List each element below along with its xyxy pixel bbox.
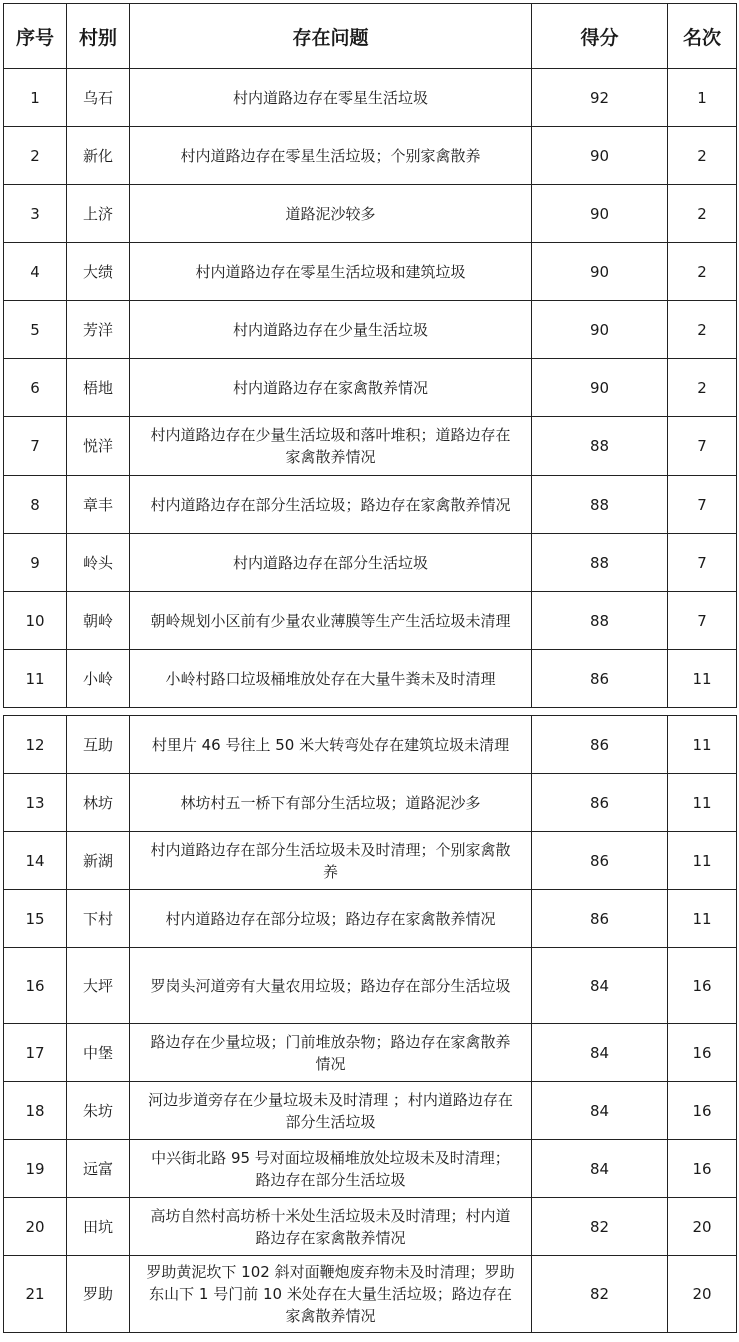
cell-score: 86 — [532, 650, 668, 708]
cell-rank: 7 — [668, 417, 737, 476]
cell-rank: 16 — [668, 1140, 737, 1198]
cell-no: 8 — [4, 476, 67, 534]
cell-score: 86 — [532, 890, 668, 948]
cell-score: 86 — [532, 832, 668, 890]
cell-issue: 朝岭规划小区前有少量农业薄膜等生产生活垃圾未清理 — [130, 592, 532, 650]
table-row — [4, 127, 737, 185]
table-row — [4, 1024, 737, 1082]
cell-no: 18 — [4, 1082, 67, 1140]
cell-score: 90 — [532, 359, 668, 417]
table-row — [4, 359, 737, 417]
table-row — [4, 774, 737, 832]
cell-no: 17 — [4, 1024, 67, 1082]
table-row — [4, 948, 737, 1024]
cell-issue: 村内道路边存在少量生活垃圾 — [130, 301, 532, 359]
table-row — [4, 534, 737, 592]
cell-rank: 11 — [668, 832, 737, 890]
cell-village: 大坪 — [67, 948, 130, 1024]
cell-issue: 道路泥沙较多 — [130, 185, 532, 243]
cell-no: 14 — [4, 832, 67, 890]
cell-rank: 16 — [668, 1082, 737, 1140]
table-row — [4, 1256, 737, 1333]
cell-no: 5 — [4, 301, 67, 359]
cell-no: 7 — [4, 417, 67, 476]
cell-score: 88 — [532, 417, 668, 476]
cell-rank: 2 — [668, 243, 737, 301]
table-row — [4, 69, 737, 127]
cell-score: 82 — [532, 1198, 668, 1256]
cell-village: 芳洋 — [67, 301, 130, 359]
cell-issue: 罗助黄泥坎下 102 斜对面鞭炮废弃物未及时清理；罗助东山下 1 号门前 10 米处存在大量生活垃圾；路边存在家禽散养情况 — [130, 1256, 532, 1333]
cell-score: 86 — [532, 716, 668, 774]
table-row — [4, 832, 737, 890]
cell-rank: 11 — [668, 650, 737, 708]
cell-village: 梧地 — [67, 359, 130, 417]
cell-no: 12 — [4, 716, 67, 774]
cell-issue: 村内道路边存在零星生活垃圾 — [130, 69, 532, 127]
cell-issue: 林坊村五一桥下有部分生活垃圾；道路泥沙多 — [130, 774, 532, 832]
cell-no: 11 — [4, 650, 67, 708]
cell-rank: 2 — [668, 185, 737, 243]
cell-village: 大绩 — [67, 243, 130, 301]
ranking-table-part1 — [3, 3, 737, 708]
cell-issue: 村内道路边存在部分生活垃圾未及时清理；个别家禽散养 — [130, 832, 532, 890]
cell-rank: 2 — [668, 127, 737, 185]
cell-village: 乌石 — [67, 69, 130, 127]
table-row — [4, 890, 737, 948]
cell-rank: 20 — [668, 1256, 737, 1333]
cell-no: 4 — [4, 243, 67, 301]
cell-village: 田坑 — [67, 1198, 130, 1256]
cell-village: 悦洋 — [67, 417, 130, 476]
ranking-table-part2 — [3, 715, 737, 1333]
cell-score: 90 — [532, 243, 668, 301]
cell-village: 互助 — [67, 716, 130, 774]
cell-no: 16 — [4, 948, 67, 1024]
table2-body — [4, 716, 737, 1333]
cell-no: 15 — [4, 890, 67, 948]
table-row — [4, 1082, 737, 1140]
cell-village: 岭头 — [67, 534, 130, 592]
cell-no: 9 — [4, 534, 67, 592]
cell-village: 新湖 — [67, 832, 130, 890]
cell-rank: 20 — [668, 1198, 737, 1256]
cell-issue: 村内道路边存在零星生活垃圾和建筑垃圾 — [130, 243, 532, 301]
cell-no: 20 — [4, 1198, 67, 1256]
cell-rank: 7 — [668, 534, 737, 592]
cell-no: 21 — [4, 1256, 67, 1333]
cell-score: 84 — [532, 1082, 668, 1140]
table-row — [4, 1198, 737, 1256]
cell-no: 3 — [4, 185, 67, 243]
cell-issue: 路边存在少量垃圾；门前堆放杂物；路边存在家禽散养情况 — [130, 1024, 532, 1082]
cell-issue: 村内道路边存在部分生活垃圾；路边存在家禽散养情况 — [130, 476, 532, 534]
header-no: 序号 — [4, 4, 67, 69]
table-row — [4, 417, 737, 476]
table-row — [4, 716, 737, 774]
cell-score: 88 — [532, 476, 668, 534]
cell-no: 13 — [4, 774, 67, 832]
cell-issue: 高坊自然村高坊桥十米处生活垃圾未及时清理；村内道路边存在家禽散养情况 — [130, 1198, 532, 1256]
cell-issue: 罗岗头河道旁有大量农用垃圾；路边存在部分生活垃圾 — [130, 948, 532, 1024]
table-row — [4, 243, 737, 301]
cell-issue: 村里片 46 号往上 50 米大转弯处存在建筑垃圾未清理 — [130, 716, 532, 774]
cell-village: 上济 — [67, 185, 130, 243]
cell-rank: 11 — [668, 774, 737, 832]
cell-rank: 11 — [668, 716, 737, 774]
cell-rank: 11 — [668, 890, 737, 948]
cell-no: 10 — [4, 592, 67, 650]
table-row — [4, 650, 737, 708]
cell-village: 章丰 — [67, 476, 130, 534]
cell-no: 19 — [4, 1140, 67, 1198]
cell-issue: 村内道路边存在零星生活垃圾；个别家禽散养 — [130, 127, 532, 185]
table-row — [4, 185, 737, 243]
cell-rank: 16 — [668, 948, 737, 1024]
header-village: 村别 — [67, 4, 130, 69]
header-row — [4, 4, 737, 69]
table-row — [4, 301, 737, 359]
cell-issue: 村内道路边存在家禽散养情况 — [130, 359, 532, 417]
cell-village: 林坊 — [67, 774, 130, 832]
cell-issue: 村内道路边存在部分生活垃圾 — [130, 534, 532, 592]
table-row — [4, 476, 737, 534]
cell-rank: 7 — [668, 592, 737, 650]
cell-score: 88 — [532, 534, 668, 592]
cell-issue: 河边步道旁存在少量垃圾未及时清理 ；村内道路边存在部分生活垃圾 — [130, 1082, 532, 1140]
cell-score: 88 — [532, 592, 668, 650]
table1-body — [4, 69, 737, 708]
cell-score: 90 — [532, 185, 668, 243]
cell-village: 新化 — [67, 127, 130, 185]
cell-issue: 小岭村路口垃圾桶堆放处存在大量牛粪未及时清理 — [130, 650, 532, 708]
cell-village: 朱坊 — [67, 1082, 130, 1140]
cell-score: 84 — [532, 1140, 668, 1198]
cell-score: 90 — [532, 301, 668, 359]
cell-score: 90 — [532, 127, 668, 185]
cell-no: 1 — [4, 69, 67, 127]
cell-rank: 1 — [668, 69, 737, 127]
cell-score: 82 — [532, 1256, 668, 1333]
cell-village: 远富 — [67, 1140, 130, 1198]
cell-issue: 村内道路边存在部分垃圾；路边存在家禽散养情况 — [130, 890, 532, 948]
cell-village: 中堡 — [67, 1024, 130, 1082]
cell-rank: 2 — [668, 301, 737, 359]
cell-score: 86 — [532, 774, 668, 832]
cell-issue: 村内道路边存在少量生活垃圾和落叶堆积；道路边存在家禽散养情况 — [130, 417, 532, 476]
cell-score: 84 — [532, 948, 668, 1024]
cell-rank: 16 — [668, 1024, 737, 1082]
cell-rank: 7 — [668, 476, 737, 534]
cell-village: 小岭 — [67, 650, 130, 708]
cell-village: 朝岭 — [67, 592, 130, 650]
cell-issue: 中兴街北路 95 号对面垃圾桶堆放处垃圾未及时清理；路边存在部分生活垃圾 — [130, 1140, 532, 1198]
cell-village: 罗助 — [67, 1256, 130, 1333]
cell-no: 2 — [4, 127, 67, 185]
table-row — [4, 1140, 737, 1198]
table-row — [4, 592, 737, 650]
cell-no: 6 — [4, 359, 67, 417]
header-issue: 存在问题 — [130, 4, 532, 69]
cell-score: 92 — [532, 69, 668, 127]
cell-rank: 2 — [668, 359, 737, 417]
cell-village: 下村 — [67, 890, 130, 948]
header-rank: 名次 — [668, 4, 737, 69]
cell-score: 84 — [532, 1024, 668, 1082]
header-score: 得分 — [532, 4, 668, 69]
